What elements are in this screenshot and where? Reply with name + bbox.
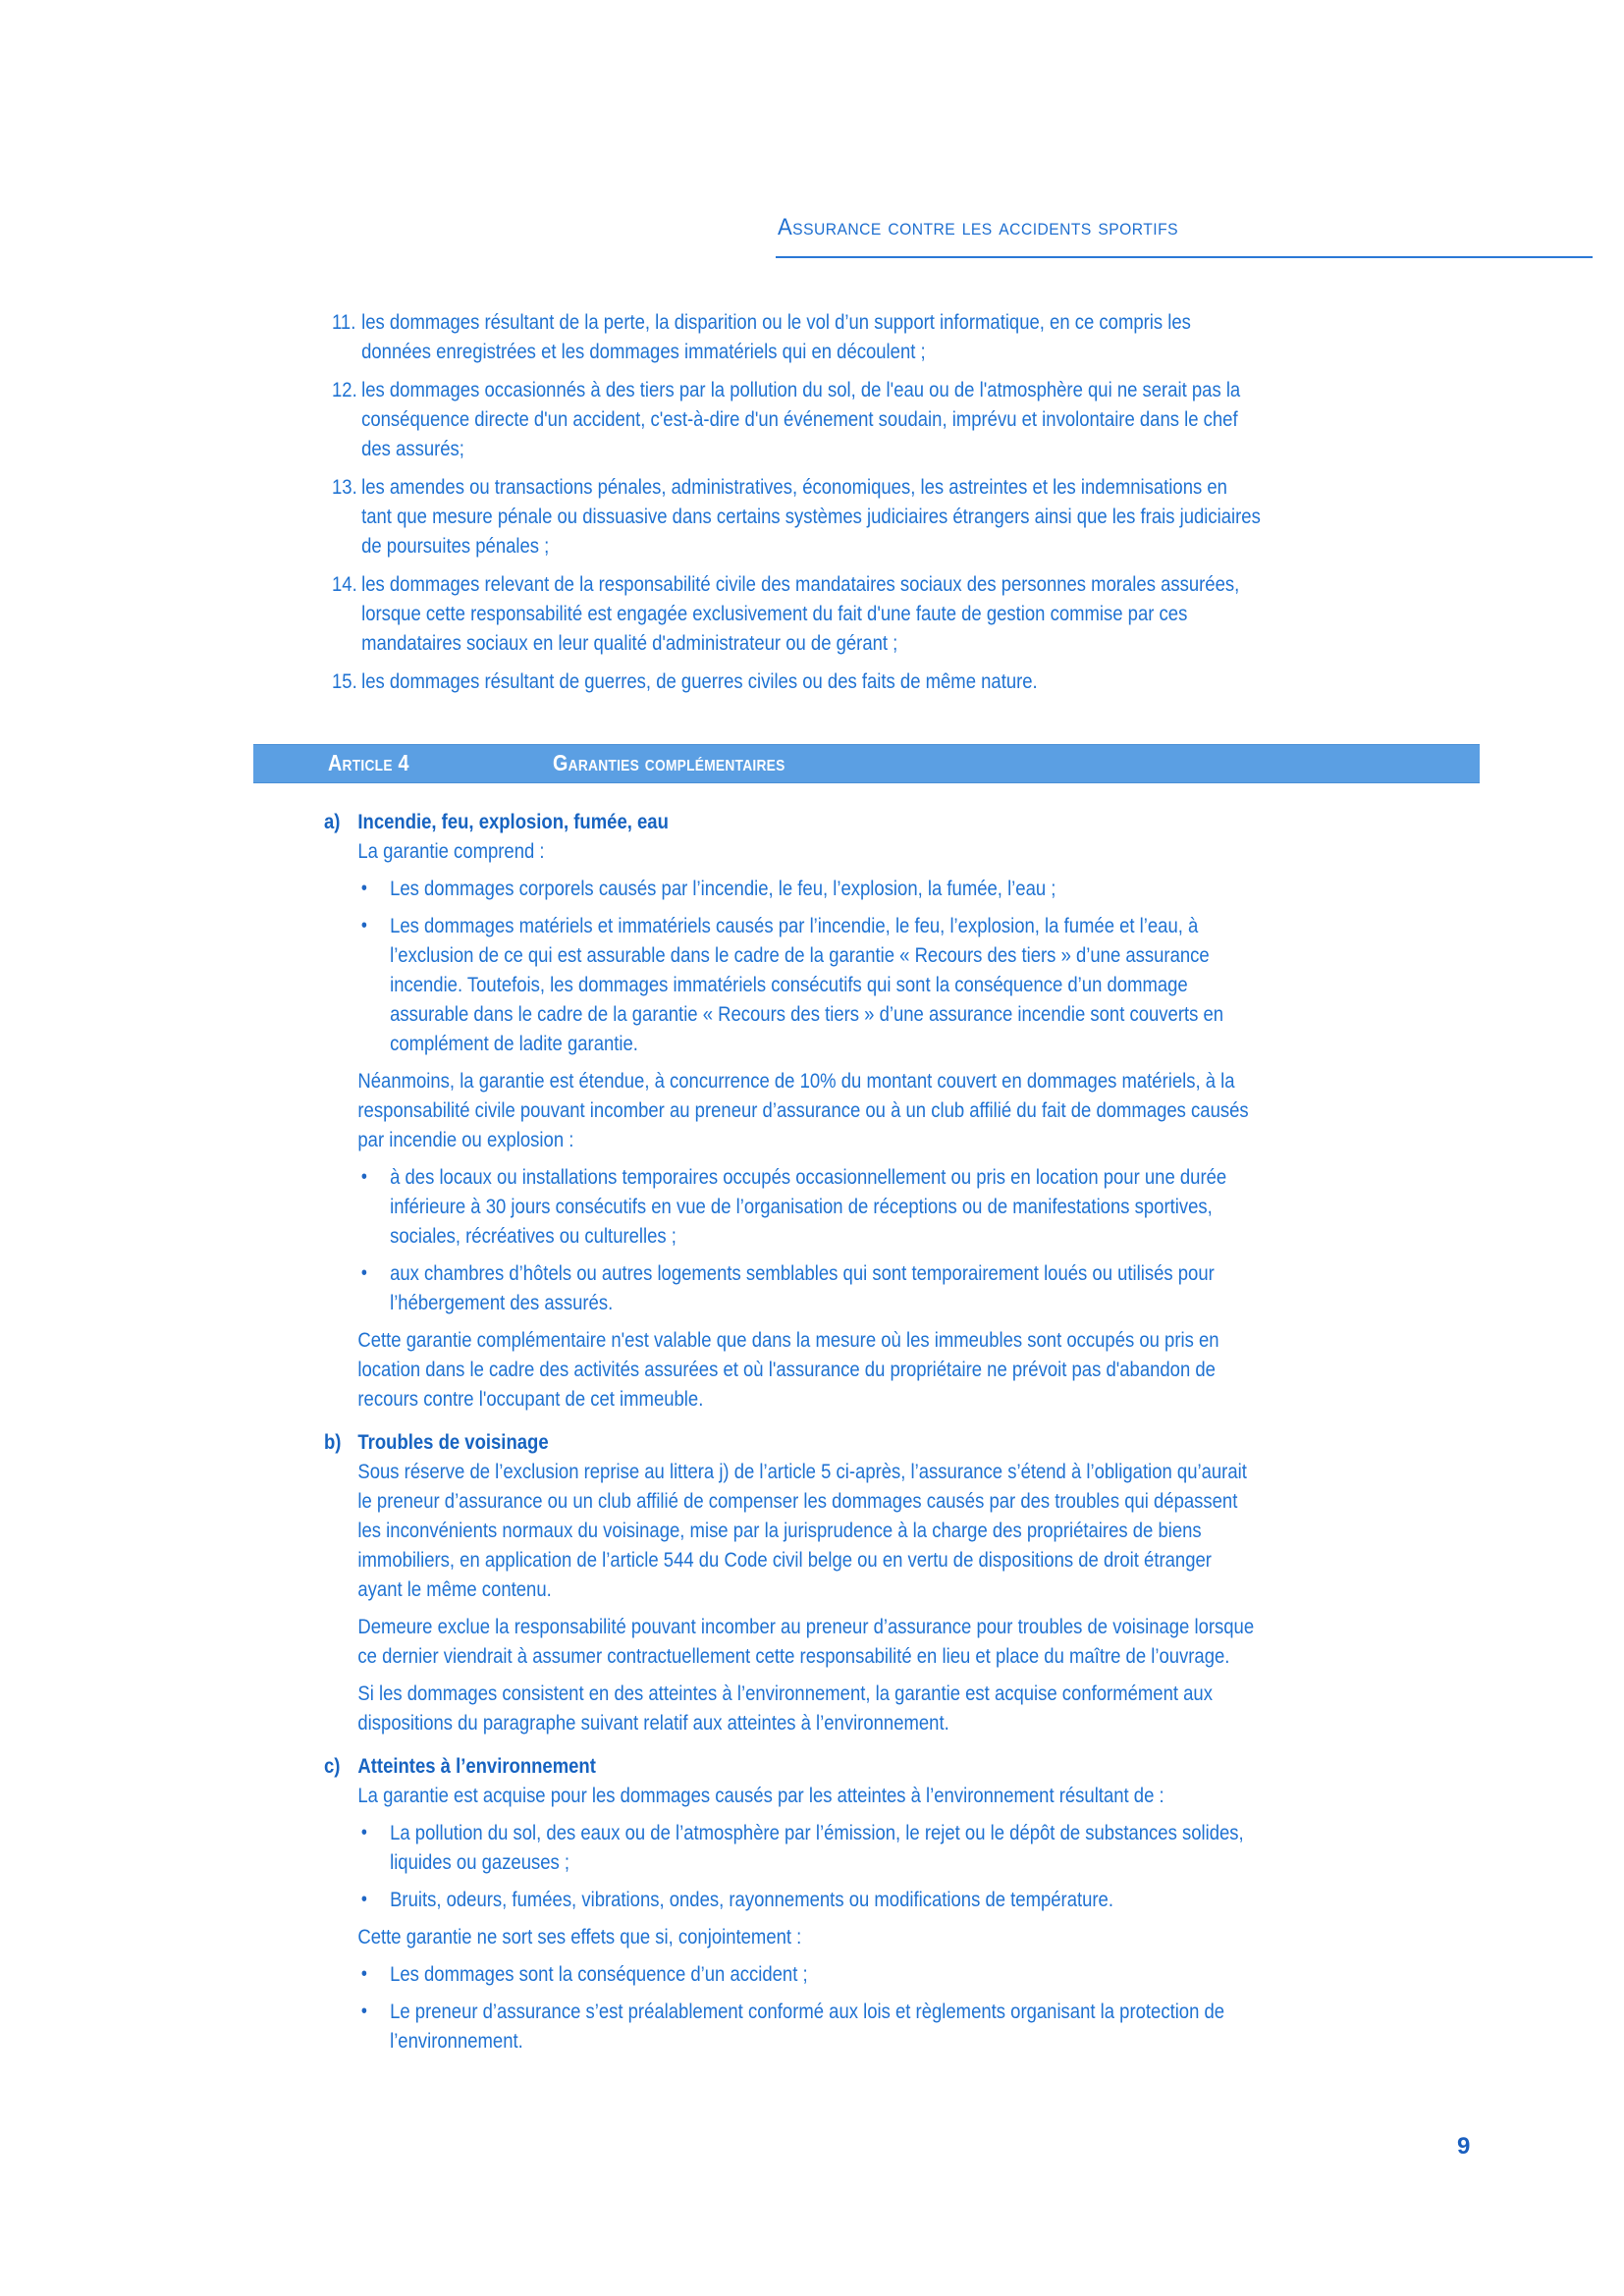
line: les dommages résultant de la perte, la disparition ou le vol d’un support informatique, en ce compris les: [361, 310, 1191, 334]
bullet-icon: •: [360, 2001, 367, 2022]
section-a: [324, 807, 1337, 1414]
bullet-list: [324, 1818, 1337, 1914]
exclusion-item-13: [332, 472, 1328, 561]
line: Néanmoins, la garantie est étendue, à concurrence de 10% du montant couvert en dommages matériels, à la: [357, 1069, 1235, 1093]
paragraph: Cette garantie ne sort ses effets que si, conjointement :: [357, 1925, 802, 1949]
section-letter: b): [324, 1430, 342, 1454]
line: des assurés;: [361, 437, 464, 460]
bullet-item: [357, 1885, 1337, 1914]
section-letter: a): [324, 810, 341, 833]
line: lorsque cette responsabilité est engagée exclusivement du fait d'une faute de gestion commise par ces: [361, 602, 1188, 625]
line: responsabilité civile pouvant incomber au preneur d’assurance ou à un club affilié du fait de dommages causés: [357, 1098, 1249, 1122]
line: le preneur d’assurance ou un club affilié de compenser les dommages causés par des troubles qui dépassent: [357, 1489, 1238, 1513]
line: les amendes ou transactions pénales, administratives, économiques, les astreintes et les indemnisations en: [361, 475, 1227, 499]
section-title: Atteintes à l’environnement: [357, 1754, 596, 1778]
bullet-item: [357, 1162, 1337, 1251]
line: ce dernier viendrait à assumer contractuellement cette responsabilité en lieu et place du maître de l’ouvrage.: [357, 1644, 1230, 1668]
line: dispositions du paragraphe suivant relatif aux atteintes à l’environnement.: [357, 1711, 949, 1735]
paragraph: [324, 1457, 1337, 1604]
bullet-icon: •: [360, 1889, 367, 1910]
item-number: 15.: [332, 669, 357, 693]
bullet-icon: •: [360, 1822, 367, 1843]
line: aux chambres d’hôtels ou autres logements semblables qui sont temporairement loués ou utilisés pour: [390, 1261, 1215, 1285]
section-heading: [324, 1751, 1337, 1781]
line: conséquence directe d'un accident, c'est-à-dire d'un événement soudain, imprévu et involontaire dans le chef: [361, 407, 1238, 431]
line: sociales, récréatives ou culturelles ;: [390, 1224, 677, 1248]
section-title: Troubles de voisinage: [357, 1430, 549, 1454]
bullet-item: [357, 874, 1337, 903]
line: les dommages relevant de la responsabilité civile des mandataires sociaux des personnes morales assurées,: [361, 572, 1240, 596]
line: complément de ladite garantie.: [390, 1032, 638, 1055]
line: Sous réserve de l’exclusion reprise au littera j) de l’article 5 ci-après, l’assurance s’étend à l’obligation qu’aurait: [357, 1460, 1247, 1483]
bullet-icon: •: [360, 915, 367, 936]
article-heading-bar: [253, 744, 1480, 783]
page-number: 9: [1457, 2133, 1471, 2160]
line: Cette garantie complémentaire n'est valable que dans la mesure où les immeubles sont occupés ou pris en: [357, 1328, 1219, 1352]
bullet-item: [357, 1997, 1337, 2056]
line: Bruits, odeurs, fumées, vibrations, ondes, rayonnements ou modifications de température.: [390, 1888, 1113, 1911]
item-number: 13.: [332, 475, 357, 499]
bullet-item: [357, 1258, 1337, 1317]
article-number: Article 4: [328, 750, 409, 775]
line: données enregistrées et les dommages immatériels qui en découlent ;: [361, 340, 926, 363]
line: l’hébergement des assurés.: [390, 1291, 614, 1314]
header-rule: [776, 256, 1593, 258]
bullet-icon: •: [360, 1963, 367, 1985]
line: de poursuites pénales ;: [361, 534, 550, 558]
section-b: [324, 1427, 1337, 1737]
line: location dans le cadre des activités assurées et où l'assurance du propriétaire ne prévoit pas d'abandon de: [357, 1358, 1216, 1381]
bullet-list: [324, 1959, 1337, 2056]
line: recours contre l'occupant de cet immeuble.: [357, 1387, 704, 1411]
line: l’exclusion de ce qui est assurable dans le cadre de la garantie « Recours des tiers » d’une assurance: [390, 943, 1210, 967]
line: Si les dommages consistent en des atteintes à l’environnement, la garantie est acquise conformément aux: [357, 1682, 1213, 1705]
line: Les dommages corporels causés par l’incendie, le feu, l’explosion, la fumée, l’eau ;: [390, 877, 1056, 900]
line: les dommages occasionnés à des tiers par la pollution du sol, de l'eau ou de l'atmosphère qui ne serait pas la: [361, 378, 1241, 401]
section-heading: [324, 1427, 1337, 1457]
line: liquides ou gazeuses ;: [390, 1850, 570, 1874]
bullet-list: [324, 1162, 1337, 1317]
line: La pollution du sol, des eaux ou de l’atmosphère par l’émission, le rejet ou le dépôt de substances solides,: [390, 1821, 1244, 1844]
section-heading: [324, 807, 1337, 836]
bullet-icon: •: [360, 1262, 367, 1284]
section-letter: c): [324, 1754, 341, 1778]
line: les inconvénients normaux du voisinage, mise par la jurisprudence à la charge des propriétaires de biens: [357, 1519, 1202, 1542]
article-sections: [324, 807, 1502, 2069]
line: les dommages résultant de guerres, de guerres civiles ou des faits de même nature.: [361, 669, 1038, 693]
article-title: Garanties complémentaires: [553, 750, 785, 775]
exclusion-item-15: [332, 667, 1328, 696]
item-number: 12.: [332, 378, 357, 401]
bullet-icon: •: [360, 878, 367, 899]
paragraph: [324, 1066, 1337, 1154]
line: inférieure à 30 jours consécutifs en vue de l’organisation de réceptions ou de manifestations sportives,: [390, 1195, 1213, 1218]
paragraph: [324, 1325, 1337, 1414]
line: l’environnement.: [390, 2029, 523, 2053]
section-title: Incendie, feu, explosion, fumée, eau: [357, 810, 669, 833]
exclusion-item-14: [332, 569, 1328, 658]
line: par incendie ou explosion :: [357, 1128, 574, 1151]
line: Les dommages sont la conséquence d’un accident ;: [390, 1962, 808, 1986]
paragraph: [324, 1679, 1337, 1737]
bullet-item: [357, 1959, 1337, 1989]
line: Le preneur d’assurance s’est préalablement conformé aux lois et règlements organisant la protection de: [390, 2000, 1225, 2023]
bullet-item: [357, 1818, 1337, 1877]
paragraph: [324, 1612, 1337, 1671]
exclusions-list: [332, 307, 1490, 705]
line: immobiliers, en application de l’article 544 du Code civil belge ou en vertu de dispositions de droit étranger: [357, 1548, 1212, 1572]
exclusion-item-12: [332, 375, 1328, 463]
line: tant que mesure pénale ou dissuasive dans certains systèmes judiciaires étrangers ainsi que les frais judiciaires: [361, 505, 1261, 528]
section-c: [324, 1751, 1337, 2056]
line: à des locaux ou installations temporaires occupés occasionnellement ou pris en location pour une durée: [390, 1165, 1227, 1189]
line: assurable dans le cadre de la garantie « Recours des tiers » d’une assurance incendie sont couverts en: [390, 1002, 1224, 1026]
line: ayant le même contenu.: [357, 1577, 552, 1601]
bullet-item: [357, 911, 1337, 1058]
line: mandataires sociaux en leur qualité d'administrateur ou de gérant ;: [361, 631, 898, 655]
line: Les dommages matériels et immatériels causés par l’incendie, le feu, l’explosion, la fumée et l’eau, à: [390, 914, 1199, 937]
bullet-list: [324, 874, 1337, 1058]
bullet-icon: •: [360, 1166, 367, 1188]
line: Demeure exclue la responsabilité pouvant incomber au preneur d’assurance pour troubles de voisinage lorsque: [357, 1615, 1255, 1638]
line: incendie. Toutefois, les dommages immatériels consécutifs qui sont la conséquence d’un dommage: [390, 973, 1188, 996]
paragraph: La garantie comprend :: [357, 839, 545, 863]
exclusion-item-11: [332, 307, 1328, 366]
item-number: 11.: [332, 310, 356, 334]
paragraph: La garantie est acquise pour les dommages causés par les atteintes à l’environnement résultant de :: [357, 1784, 1164, 1807]
item-number: 14.: [332, 572, 357, 596]
running-header-title: Assurance contre les accidents sportifs: [778, 214, 1179, 240]
